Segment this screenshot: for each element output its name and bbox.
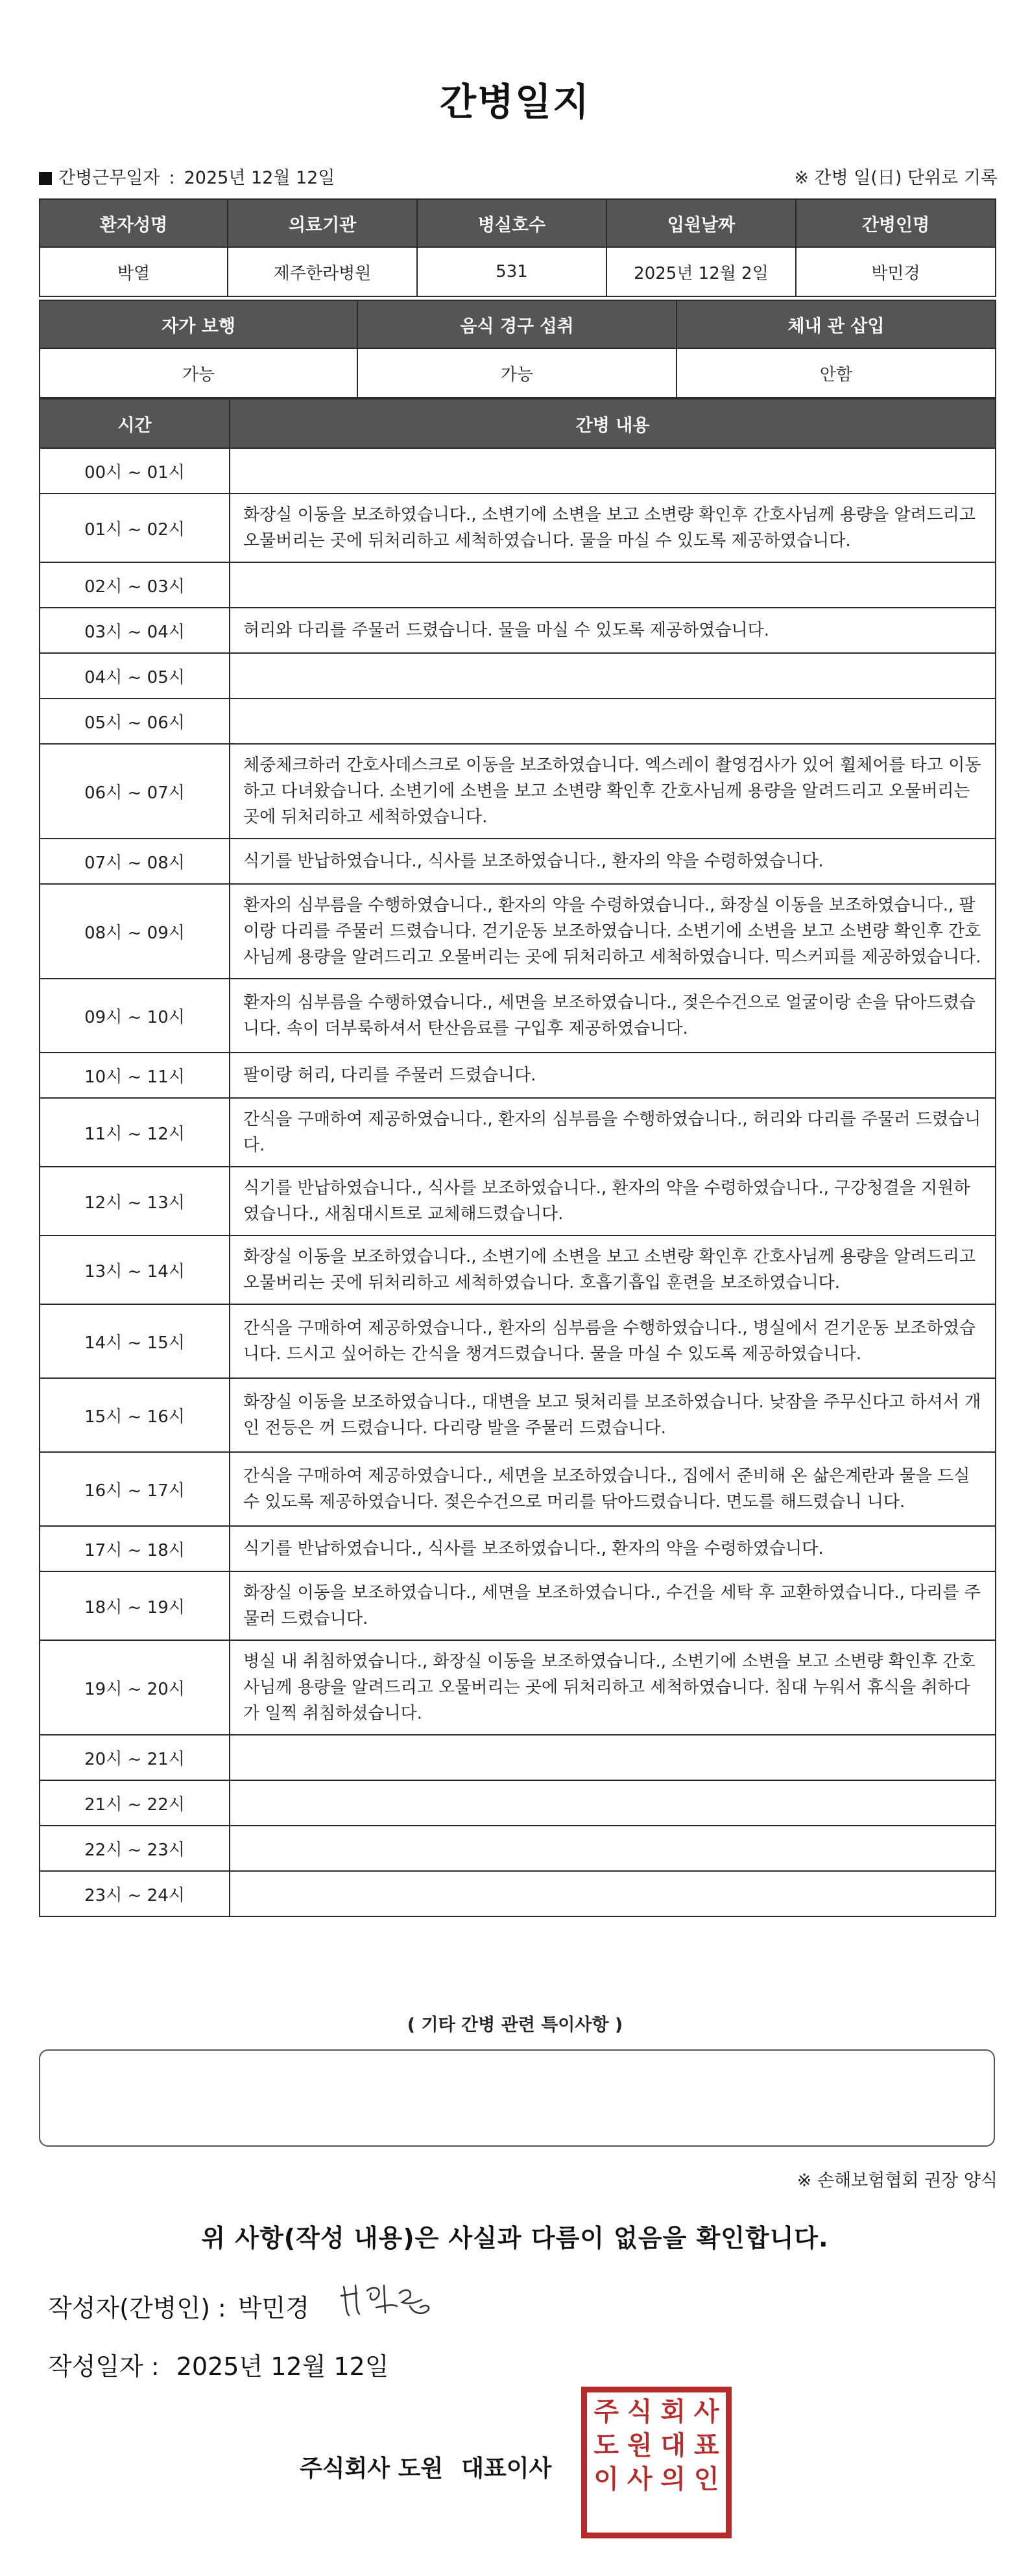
care-log-content (230, 448, 996, 494)
value-tube-insertion: 안함 (677, 348, 996, 398)
header-patient-name: 환자성명 (40, 199, 228, 247)
care-log-content: 화장실 이동을 보조하였습니다., 세면을 보조하였습니다., 수건을 세탁 후 교환하였습니다., 다리를 주물러 드렸습니다. (230, 1571, 996, 1640)
care-log-content: 간식을 구매하여 제공하였습니다., 환자의 심부름을 수행하였습니다., 허리와 다리를 주물러 드렸습니다. (230, 1098, 996, 1167)
confirmation-statement: 위 사항(작성 내용)은 사실과 다름이 없음을 확인합니다. (201, 2224, 829, 2252)
work-date-separator: : (169, 168, 175, 188)
value-hospital: 제주한라병원 (228, 247, 417, 296)
work-date-label: 간병근무일자 (58, 168, 160, 188)
care-log-content (230, 1871, 996, 1916)
care-log-time: 16시 ~ 17시 (40, 1452, 230, 1526)
header-oral-intake: 음식 경구 섭취 (357, 300, 677, 348)
patient-info-header-row (40, 199, 996, 247)
care-log-row (40, 494, 996, 562)
care-log-content: 식기를 반납하였습니다., 식사를 보조하였습니다., 환자의 약을 수령하였습니다. (230, 1526, 996, 1571)
care-log-row (40, 562, 996, 608)
square-bullet-icon (39, 172, 52, 185)
header-admission-date: 입원날짜 (606, 199, 796, 247)
care-log-time: 03시 ~ 04시 (40, 608, 230, 653)
seal-glyph: 회 (660, 2396, 686, 2427)
patient-info-table (39, 198, 996, 297)
care-log-time: 14시 ~ 15시 (40, 1304, 230, 1378)
patient-status-value-row (40, 348, 996, 398)
care-log-content (230, 1735, 996, 1780)
care-log-content (230, 698, 996, 744)
writer-name: 박민경 (237, 2294, 309, 2322)
care-log-row (40, 884, 996, 979)
seal-glyph: 이 (593, 2464, 619, 2494)
care-log-row (40, 1871, 996, 1916)
company-name: 주식회사 도원 (300, 2455, 444, 2482)
unit-note: ※ 간병 일(日) 단위로 기록 (794, 168, 998, 188)
care-log-time: 12시 ~ 13시 (40, 1167, 230, 1235)
care-log-content (230, 562, 996, 608)
care-log-time: 08시 ~ 09시 (40, 884, 230, 979)
work-date-value: 2025년 12월 12일 (184, 168, 335, 188)
writer-label: 작성자(간병인) : (48, 2294, 226, 2322)
care-log-content: 환자의 심부름을 수행하였습니다., 세면을 보조하였습니다., 젖은수건으로 얼굴이랑 손을 닦아드렸습니다. 속이 더부룩하셔서 탄산음료를 구입후 제공하였습니다. (230, 979, 996, 1053)
company-seal-stamp (581, 2387, 732, 2538)
special-notes-box (39, 2049, 995, 2147)
form-note: ※ 손해보험협회 권장 양식 (796, 2171, 998, 2191)
care-log-row (40, 1167, 996, 1235)
hourly-care-log-table (39, 398, 996, 1917)
care-log-time: 13시 ~ 14시 (40, 1235, 230, 1304)
special-notes-label: ( 기타 간병 관련 특이사항 ) (407, 2015, 623, 2035)
care-log-row (40, 448, 996, 494)
care-log-time: 17시 ~ 18시 (40, 1526, 230, 1571)
care-log-time: 00시 ~ 01시 (40, 448, 230, 494)
value-oral-intake: 가능 (357, 348, 677, 398)
care-log-body (40, 448, 996, 1916)
seal-glyph: 원 (627, 2430, 653, 2461)
care-log-row (40, 608, 996, 653)
care-log-time: 21시 ~ 22시 (40, 1780, 230, 1826)
care-log-row (40, 1640, 996, 1735)
care-log-content: 화장실 이동을 보조하였습니다., 대변을 보고 뒷처리를 보조하였습니다. 낮잠을 주무신다고 하셔서 개인 전등은 꺼 드렸습니다. 다리랑 발을 주물러 드렸습니다. (230, 1378, 996, 1452)
care-log-row (40, 1526, 996, 1571)
header-care-content: 간병 내용 (230, 399, 996, 448)
care-log-time: 04시 ~ 05시 (40, 653, 230, 698)
work-date-line (39, 163, 335, 189)
header-caregiver-name: 간병인명 (796, 199, 996, 247)
care-log-row (40, 1452, 996, 1526)
care-log-content (230, 1826, 996, 1871)
seal-glyph: 표 (693, 2430, 719, 2461)
care-log-time: 02시 ~ 03시 (40, 562, 230, 608)
care-log-content: 허리와 다리를 주물러 드렸습니다. 물을 마실 수 있도록 제공하였습니다. (230, 608, 996, 653)
value-patient-name: 박열 (40, 247, 228, 296)
header-self-walking: 자가 보행 (40, 300, 357, 348)
care-log-time: 23시 ~ 24시 (40, 1871, 230, 1916)
care-log-time: 11시 ~ 12시 (40, 1098, 230, 1167)
care-log-content: 식기를 반납하였습니다., 식사를 보조하였습니다., 환자의 약을 수령하였습니다., 구강청결을 지원하였습니다., 새침대시트로 교체해드렸습니다. (230, 1167, 996, 1235)
seal-glyph: 식 (627, 2396, 653, 2427)
care-log-time: 10시 ~ 11시 (40, 1053, 230, 1098)
written-date-value: 2025년 12월 12일 (176, 2352, 389, 2381)
care-log-content: 식기를 반납하였습니다., 식사를 보조하였습니다., 환자의 약을 수령하였습니다. (230, 839, 996, 884)
handwritten-signature (337, 2274, 435, 2326)
writer-line (48, 2288, 309, 2324)
care-log-row (40, 1780, 996, 1826)
value-caregiver-name: 박민경 (796, 247, 996, 296)
care-log-content: 체중체크하러 간호사데스크로 이동을 보조하였습니다. 엑스레이 촬영검사가 있어 휠체어를 타고 이동하고 다녀왔습니다. 소변기에 소변을 보고 소변량 확인후 간호사님께 용량을 알려드리고 오물버리는 곳에 뒤처리하고 세척하였습니다. (230, 744, 996, 839)
care-log-row (40, 1098, 996, 1167)
care-log-row (40, 1571, 996, 1640)
care-log-row (40, 744, 996, 839)
care-log-row (40, 839, 996, 884)
value-room-number: 531 (417, 247, 606, 296)
care-log-row (40, 1735, 996, 1780)
care-log-row (40, 653, 996, 698)
care-log-time: 19시 ~ 20시 (40, 1640, 230, 1735)
header-tube-insertion: 체내 관 삽입 (677, 300, 996, 348)
care-log-time: 06시 ~ 07시 (40, 744, 230, 839)
written-date-line (48, 2346, 389, 2382)
care-log-time: 07시 ~ 08시 (40, 839, 230, 884)
patient-status-header-row (40, 300, 996, 348)
care-log-content: 간식을 구매하여 제공하였습니다., 세면을 보조하였습니다., 집에서 준비해 온 삶은계란과 물을 드실 수 있도록 제공하였습니다. 젖은수건으로 머리를 닦아드렸습니다. 면도를 해드렸습니 니다. (230, 1452, 996, 1526)
care-log-time: 20시 ~ 21시 (40, 1735, 230, 1780)
care-log-content: 팔이랑 허리, 다리를 주물러 드렸습니다. (230, 1053, 996, 1098)
care-log-time: 01시 ~ 02시 (40, 494, 230, 562)
header-room-number: 병실호수 (417, 199, 606, 247)
care-log-content: 병실 내 취침하였습니다., 화장실 이동을 보조하였습니다., 소변기에 소변을 보고 소변량 확인후 간호사님께 용량을 알려드리고 오물버리는 곳에 뒤처리하고 세척하였습니다. 침대 누워서 휴식을 취하다가 일찍 취침하셨습니다. (230, 1640, 996, 1735)
written-date-label: 작성일자 : (48, 2352, 160, 2381)
care-log-row (40, 1053, 996, 1098)
care-log-content: 화장실 이동을 보조하였습니다., 소변기에 소변을 보고 소변량 확인후 간호사님께 용량을 알려드리고 오물버리는 곳에 뒤처리하고 세척하였습니다. 물을 마실 수 있도록 제공하였습니다. (230, 494, 996, 562)
care-log-time: 05시 ~ 06시 (40, 698, 230, 744)
value-admission-date: 2025년 12월 2일 (606, 247, 796, 296)
company-line (300, 2450, 551, 2483)
care-log-time: 15시 ~ 16시 (40, 1378, 230, 1452)
patient-status-table (39, 300, 996, 398)
care-log-time: 22시 ~ 23시 (40, 1826, 230, 1871)
care-log-row (40, 1826, 996, 1871)
care-log-row (40, 1378, 996, 1452)
value-self-walking: 가능 (40, 348, 357, 398)
care-log-content (230, 653, 996, 698)
header-time: 시간 (40, 399, 230, 448)
seal-glyph: 사 (693, 2396, 719, 2427)
header-hospital: 의료기관 (228, 199, 417, 247)
care-log-content: 간식을 구매하여 제공하였습니다., 환자의 심부름을 수행하였습니다., 병실에서 걷기운동 보조하였습니다. 드시고 싶어하는 간식을 챙겨드렸습니다. 물을 마실 수 있도록 제공하였습니다. (230, 1304, 996, 1378)
care-log-time: 09시 ~ 10시 (40, 979, 230, 1053)
care-log-content: 화장실 이동을 보조하였습니다., 소변기에 소변을 보고 소변량 확인후 간호사님께 용량을 알려드리고 오물버리는 곳에 뒤처리하고 세척하였습니다. 호흡기흡입 훈련을 보조하였습니다. (230, 1235, 996, 1304)
seal-glyph: 대 (660, 2430, 686, 2461)
document-title: 간병일지 (439, 80, 591, 124)
care-log-content (230, 1780, 996, 1826)
seal-glyph: 사 (627, 2464, 653, 2494)
seal-glyph: 주 (593, 2396, 619, 2427)
care-log-header-row (40, 399, 996, 448)
care-log-row (40, 1235, 996, 1304)
patient-info-value-row (40, 247, 996, 296)
seal-characters (590, 2395, 723, 2530)
care-log-row (40, 698, 996, 744)
care-log-row (40, 979, 996, 1053)
seal-glyph: 도 (593, 2430, 619, 2461)
company-title: 대표이사 (461, 2455, 552, 2482)
care-log-time: 18시 ~ 19시 (40, 1571, 230, 1640)
care-log-row (40, 1304, 996, 1378)
care-log-content: 환자의 심부름을 수행하였습니다., 환자의 약을 수령하였습니다., 화장실 이동을 보조하였습니다., 팔이랑 다리를 주물러 드렸습니다. 걷기운동 보조하였습니다. 소변기에 소변을 보고 소변량 확인후 간호사님께 용량을 알려드리고 오물버리는 곳에 뒤처리하고 세척하였습니다. 믹스커피를 제공하였습니다. (230, 884, 996, 979)
seal-glyph: 의 (660, 2464, 686, 2494)
seal-glyph: 인 (693, 2464, 719, 2494)
